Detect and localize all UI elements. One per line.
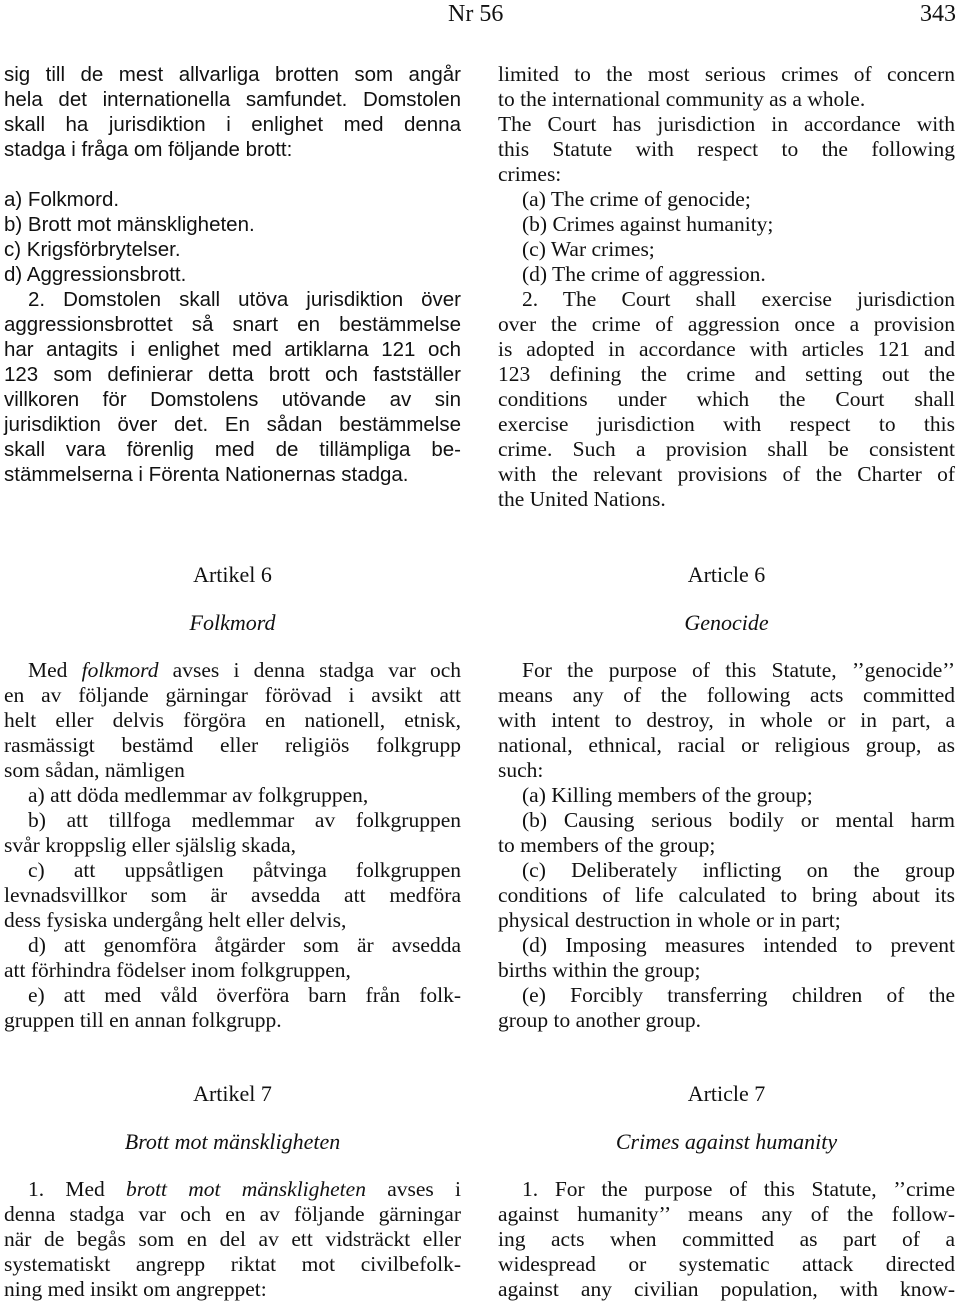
list-item: (d) The crime of aggression.	[522, 262, 766, 286]
text-line: to members of the group;	[498, 833, 716, 857]
text-line: (d) Imposing measures intended to prevent	[522, 933, 955, 957]
text-line: rasmässigt bestämd eller religiös folkgrupp	[4, 733, 461, 757]
list-item: (b) Crimes against humanity;	[522, 212, 774, 236]
text-line: dess fysiska undergång helt eller delvis,	[4, 908, 347, 932]
en-crime-list	[498, 187, 955, 287]
text-line: jurisdiktion över det. En sådan bestämmelse	[4, 413, 461, 436]
text-line: with intent to destroy, in whole or in part, a	[498, 708, 955, 732]
text-line: against humanity’’ means any of the follow-	[498, 1202, 955, 1226]
text-line: (b) Causing serious bodily or mental harm	[522, 808, 955, 832]
text-line: skall vara förenlig med de tillämpliga be-	[4, 438, 461, 461]
text-line: crime. Such a provision shall be consistent	[498, 437, 955, 461]
text-line: en av följande gärningar förövad i avsikt att	[4, 683, 461, 707]
text-line: svår kroppslig eller själslig skada,	[4, 833, 296, 857]
text-line: c) att uppsåtligen påtvinga folkgruppen	[28, 858, 461, 882]
article-body	[4, 1177, 461, 1302]
text-line: conditions of life calculated to bring about its	[498, 883, 955, 907]
text-line: the United Nations.	[498, 487, 666, 511]
text-line: is adopted in accordance with articles 121 and	[498, 337, 955, 361]
text-line: against any civilian population, with know-	[498, 1277, 955, 1301]
text-line: levnadsvillkor som är avsedda att medföra	[4, 883, 461, 907]
text-line: exercise jurisdiction with respect to this	[498, 412, 955, 436]
text-line: 1. For the purpose of this Statute, ’’crime	[522, 1177, 955, 1201]
article-subtitle: Folkmord	[189, 610, 276, 635]
text-line: sig till de mest allvarliga brotten som angår	[4, 63, 461, 86]
text-line: 123 som definierar detta brott och fastställer	[4, 363, 461, 386]
text-line: som sådan, nämligen	[4, 758, 185, 782]
text-line: villkoren för Domstolens utövande av sin	[4, 388, 461, 411]
sv-paragraph-2	[4, 287, 461, 487]
text-line: när de begås som en del av ett vidsträckt eller	[4, 1227, 461, 1251]
text-line: (e) Forcibly transferring children of the	[522, 983, 955, 1007]
en-article-6	[498, 562, 955, 1033]
text-line: hela det internationella samfundet. Domstolen	[4, 88, 461, 111]
text-line: helt eller delvis förgöra en nationell, etnisk,	[4, 708, 461, 732]
article-body	[498, 1177, 955, 1302]
text-line: 2. Domstolen skall utöva jurisdiktion över	[28, 288, 461, 311]
list-item: d) Aggressionsbrott.	[4, 263, 187, 286]
text-line: over the crime of aggression once a provision	[498, 312, 955, 336]
text-line: stämmelserna i Förenta Nationernas stadga.	[4, 463, 409, 486]
text-line: to the international community as a whole.	[498, 87, 866, 111]
text-line: conditions under which the Court shall	[498, 387, 955, 411]
text-line: means any of the following acts committed	[498, 683, 955, 707]
list-item: a) Folkmord.	[4, 188, 120, 211]
text-line: stadga i fråga om följande brott:	[4, 138, 293, 161]
list-item: c) Krigsförbrytelser.	[4, 238, 181, 261]
text-line: Med folkmord avses i denna stadga var och	[28, 658, 461, 682]
text-line: with the relevant provisions of the Charter of	[498, 462, 955, 486]
text-line: national, ethnical, racial or religious group, as	[498, 733, 955, 757]
article-subtitle: Crimes against humanity	[615, 1129, 838, 1154]
text-line: d) att genomföra åtgärder som är avsedda	[28, 933, 461, 957]
text-line: att förhindra födelser inom folkgruppen,	[4, 958, 351, 982]
text-line: such:	[498, 758, 544, 782]
text-line: physical destruction in whole or in part;	[498, 908, 841, 932]
text-line: this Statute with respect to the following	[498, 137, 955, 161]
text-line: (c) Deliberately inflicting on the group	[522, 858, 955, 882]
sv-intro	[4, 62, 461, 162]
text-line: b) att tillfoga medlemmar av folkgruppen	[28, 808, 461, 832]
sv-article-7	[4, 1081, 461, 1302]
text-line: group to another group.	[498, 1008, 702, 1032]
issue-number: Nr 56	[448, 1, 504, 27]
en-intro	[498, 62, 955, 187]
text-line: 2. The Court shall exercise jurisdiction	[522, 287, 955, 311]
text-line: 123 defining the crime and setting out the	[498, 362, 955, 386]
text-line: births within the group;	[498, 958, 701, 982]
text-line: 1. Med brott mot mänskligheten avses i	[28, 1177, 461, 1201]
text-line: ing acts when committed as part of a	[498, 1227, 955, 1251]
article-body	[498, 658, 955, 1033]
sv-crime-list	[4, 187, 461, 287]
text-line: limited to the most serious crimes of concern	[498, 62, 955, 86]
article-title: Article 6	[687, 562, 766, 587]
text-line: systematiskt angrepp riktat mot civilbefolk-	[4, 1252, 461, 1276]
list-item: (a) The crime of genocide;	[522, 187, 751, 211]
list-item: (c) War crimes;	[522, 237, 655, 261]
article-title: Artikel 6	[193, 562, 272, 587]
text-line: widespread or systematic attack directed	[498, 1252, 955, 1276]
page-number: 343	[920, 1, 956, 27]
text-line: a) att döda medlemmar av folkgruppen,	[28, 783, 369, 807]
text-line: gruppen till en annan folkgrupp.	[4, 1008, 282, 1032]
text-line: The Court has jurisdiction in accordance with	[498, 112, 955, 136]
sv-article-6	[4, 562, 461, 1033]
text-line: denna stadga var och en av följande gärningar	[4, 1202, 461, 1226]
text-line: (a) Killing members of the group;	[522, 783, 813, 807]
en-article-7	[498, 1081, 955, 1302]
en-paragraph-2	[498, 287, 955, 512]
defined-term: brott mot mänskligheten	[126, 1177, 366, 1201]
text-line: skall ha jurisdiktion i enlighet med denna	[4, 113, 461, 136]
article-subtitle: Genocide	[684, 610, 769, 635]
text-line: crimes:	[498, 162, 562, 186]
article-title: Artikel 7	[193, 1081, 272, 1106]
article-title: Article 7	[687, 1081, 766, 1106]
text-line: ning med insikt om angreppet:	[4, 1277, 267, 1301]
text-line: aggressionsbrottet så snart en bestämmelse	[4, 313, 461, 336]
text-line: For the purpose of this Statute, ’’genocide’’	[522, 658, 955, 682]
page-header	[0, 0, 960, 32]
article-subtitle: Brott mot mänskligheten	[124, 1129, 341, 1154]
article-body	[4, 658, 461, 1033]
text-line: e) att med våld överföra barn från folk-	[28, 983, 461, 1007]
list-item: b) Brott mot mänskligheten.	[4, 213, 255, 236]
text-line: har antagits i enlighet med artiklarna 121 och	[4, 338, 461, 361]
defined-term: folkmord	[81, 658, 159, 682]
